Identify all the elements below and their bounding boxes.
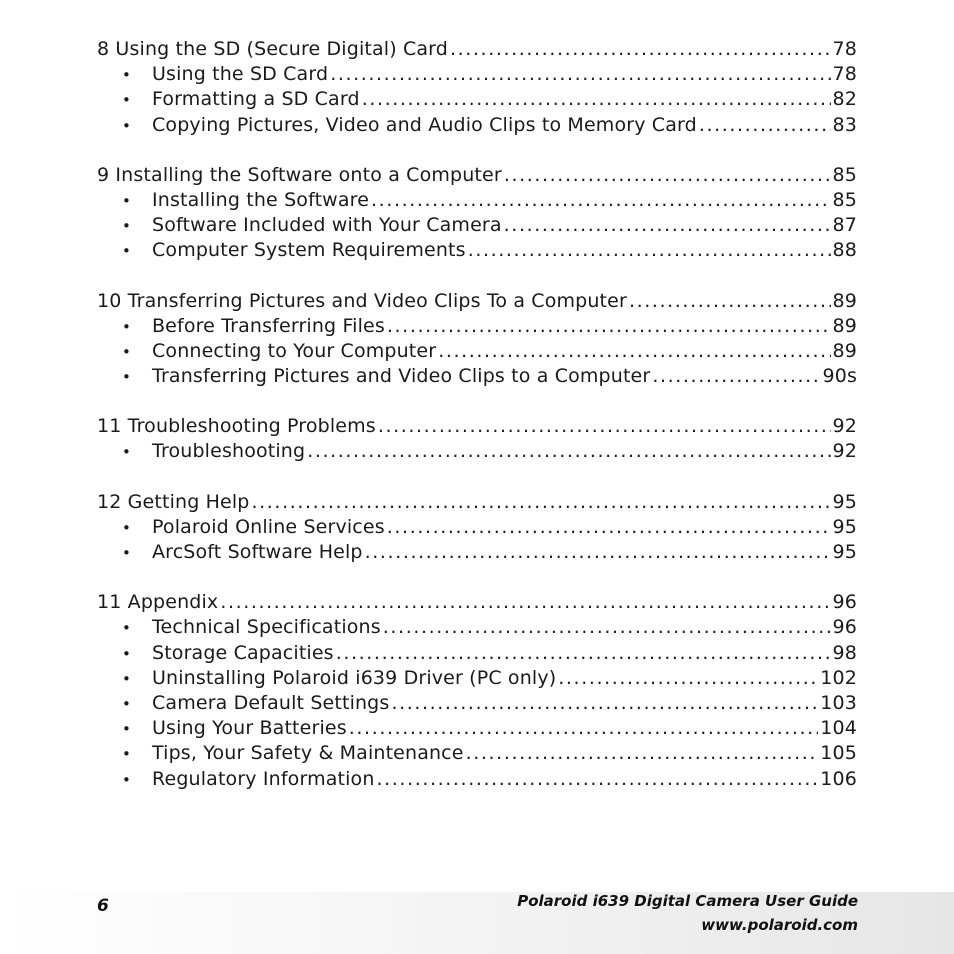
bullet-icon: • <box>122 443 131 462</box>
toc-chapter-entry[interactable] <box>97 414 857 439</box>
subentry-title: Installing the Software <box>152 188 370 211</box>
subentry-title: Tips, Your Safety & Maintenance <box>152 742 464 765</box>
dot-leader <box>438 339 830 364</box>
toc-subentry[interactable] <box>97 691 857 716</box>
subentry-title: Troubleshooting <box>152 440 306 463</box>
dot-leader <box>450 37 831 62</box>
bullet-icon: • <box>122 191 131 210</box>
toc-chapter-entry[interactable] <box>97 37 857 62</box>
subentry-title: Polaroid Online Services <box>152 515 385 538</box>
toc-subentry[interactable] <box>97 364 857 389</box>
chapter-page-number: 78 <box>832 38 857 60</box>
bullet-icon: • <box>122 217 131 236</box>
subentry-title: Transferring Pictures and Video Clips to a Computer <box>152 365 651 388</box>
dot-leader <box>391 691 818 716</box>
toc-subentry[interactable] <box>97 339 857 364</box>
dot-leader <box>504 163 831 188</box>
page-footer <box>0 892 954 954</box>
chapter-title: 11 Appendix <box>97 591 219 614</box>
toc-subentry[interactable] <box>97 113 857 138</box>
toc-chapter-entry[interactable] <box>97 490 857 515</box>
bullet-icon: • <box>122 619 131 638</box>
toc-subentry[interactable] <box>97 666 857 691</box>
chapter-title: 12 Getting Help <box>97 490 250 513</box>
toc-subentry[interactable] <box>97 641 857 666</box>
dot-leader <box>378 414 831 439</box>
subentry-page-number: 90s <box>822 365 857 388</box>
toc-section <box>97 163 857 264</box>
table-of-contents <box>97 37 857 817</box>
chapter-page-number: 92 <box>832 415 857 438</box>
bullet-icon: • <box>122 518 131 537</box>
toc-section <box>97 414 857 464</box>
footer-page-number: 6 <box>97 896 109 916</box>
dot-leader <box>365 540 831 565</box>
toc-section <box>97 289 857 390</box>
toc-section <box>97 490 857 566</box>
bullet-icon: • <box>122 66 131 85</box>
toc-subentry[interactable] <box>97 540 857 565</box>
chapter-title: 8 Using the SD (Secure Digital) Card <box>97 38 448 60</box>
bullet-icon: • <box>122 91 131 110</box>
subentry-title: Using the SD Card <box>152 63 329 86</box>
dot-leader <box>307 439 830 464</box>
subentry-page-number: 92 <box>832 440 857 463</box>
dot-leader <box>377 767 819 792</box>
dot-leader <box>220 590 830 615</box>
subentry-title: Camera Default Settings <box>152 691 390 714</box>
subentry-title: Regulatory Information <box>152 767 375 790</box>
footer-website-url: www.polaroid.com <box>701 916 858 934</box>
subentry-page-number: 85 <box>832 188 857 211</box>
bullet-icon: • <box>122 368 131 387</box>
dot-leader <box>349 716 819 741</box>
toc-subentry[interactable] <box>97 767 857 792</box>
toc-subentry[interactable] <box>97 188 857 213</box>
subentry-page-number: 102 <box>820 666 857 689</box>
dot-leader <box>252 490 831 515</box>
chapter-title: 10 Transferring Pictures and Video Clips To a Computer <box>97 289 627 312</box>
dot-leader <box>330 62 830 87</box>
subentry-title: Before Transferring Files <box>152 314 385 337</box>
subentry-title: Formatting a SD Card <box>152 88 360 111</box>
subentry-page-number: 104 <box>820 717 857 740</box>
bullet-icon: • <box>122 242 131 261</box>
subentry-page-number: 83 <box>832 113 857 136</box>
toc-subentry[interactable] <box>97 62 857 87</box>
dot-leader <box>629 289 831 314</box>
subentry-page-number: 89 <box>832 314 857 337</box>
toc-subentry[interactable] <box>97 515 857 540</box>
bullet-icon: • <box>122 544 131 562</box>
toc-chapter-entry[interactable] <box>97 590 857 615</box>
dot-leader <box>468 238 831 263</box>
chapter-page-number: 95 <box>832 490 857 513</box>
toc-section <box>97 590 857 792</box>
dot-leader <box>558 666 818 691</box>
subentry-page-number: 95 <box>832 541 857 563</box>
subentry-title: ArcSoft Software Help <box>152 541 363 563</box>
subentry-page-number: 87 <box>832 214 857 237</box>
dot-leader <box>504 213 831 238</box>
bullet-icon: • <box>122 116 131 135</box>
dot-leader <box>699 113 831 138</box>
subentry-page-number: 106 <box>820 767 857 790</box>
bullet-icon: • <box>122 669 131 688</box>
chapter-title: 9 Installing the Software onto a Computer <box>97 163 502 186</box>
subentry-page-number: 89 <box>832 339 857 362</box>
subentry-page-number: 78 <box>832 63 857 86</box>
subentry-title: Connecting to Your Computer <box>152 339 437 362</box>
dot-leader <box>652 364 820 389</box>
chapter-page-number: 89 <box>832 289 857 312</box>
subentry-title: Storage Capacities <box>152 641 334 664</box>
footer-guide-title: Polaroid i639 Digital Camera User Guide <box>517 892 858 910</box>
subentry-title: Using Your Batteries <box>152 717 347 740</box>
subentry-page-number: 98 <box>832 641 857 664</box>
chapter-title: 11 Troubleshooting Problems <box>97 415 376 438</box>
toc-subentry[interactable] <box>97 314 857 339</box>
bullet-icon: • <box>122 745 131 764</box>
bullet-icon: • <box>122 694 131 713</box>
dot-leader <box>387 515 831 540</box>
subentry-page-number: 105 <box>820 742 857 765</box>
toc-subentry[interactable] <box>97 87 857 112</box>
subentry-page-number: 82 <box>832 88 857 111</box>
subentry-page-number: 95 <box>832 515 857 538</box>
subentry-page-number: 88 <box>832 239 857 262</box>
subentry-title: Uninstalling Polaroid i639 Driver (PC only) <box>152 666 557 689</box>
toc-subentry[interactable] <box>97 238 857 263</box>
subentry-page-number: 96 <box>832 616 857 639</box>
dot-leader <box>336 641 831 666</box>
dot-leader <box>371 188 830 213</box>
toc-section <box>97 37 857 138</box>
subentry-page-number: 103 <box>820 691 857 714</box>
chapter-page-number: 85 <box>832 163 857 186</box>
bullet-icon: • <box>122 644 131 663</box>
toc-subentry[interactable] <box>97 741 857 766</box>
toc-subentry[interactable] <box>97 213 857 238</box>
dot-leader <box>466 741 819 766</box>
subentry-title: Technical Specifications <box>152 616 381 639</box>
subentry-title: Software Included with Your Camera <box>152 214 502 237</box>
chapter-page-number: 96 <box>832 591 857 614</box>
toc-subentry[interactable] <box>97 439 857 464</box>
subentry-title: Copying Pictures, Video and Audio Clips to Memory Card <box>152 113 697 136</box>
toc-chapter-entry[interactable] <box>97 163 857 188</box>
toc-chapter-entry[interactable] <box>97 289 857 314</box>
bullet-icon: • <box>122 317 131 336</box>
subentry-title: Computer System Requirements <box>152 239 466 262</box>
dot-leader <box>387 314 831 339</box>
bullet-icon: • <box>122 720 131 739</box>
bullet-icon: • <box>122 342 131 361</box>
bullet-icon: • <box>122 770 131 789</box>
dot-leader <box>362 87 831 112</box>
toc-subentry[interactable] <box>97 615 857 640</box>
dot-leader <box>383 615 831 640</box>
toc-subentry[interactable] <box>97 716 857 741</box>
